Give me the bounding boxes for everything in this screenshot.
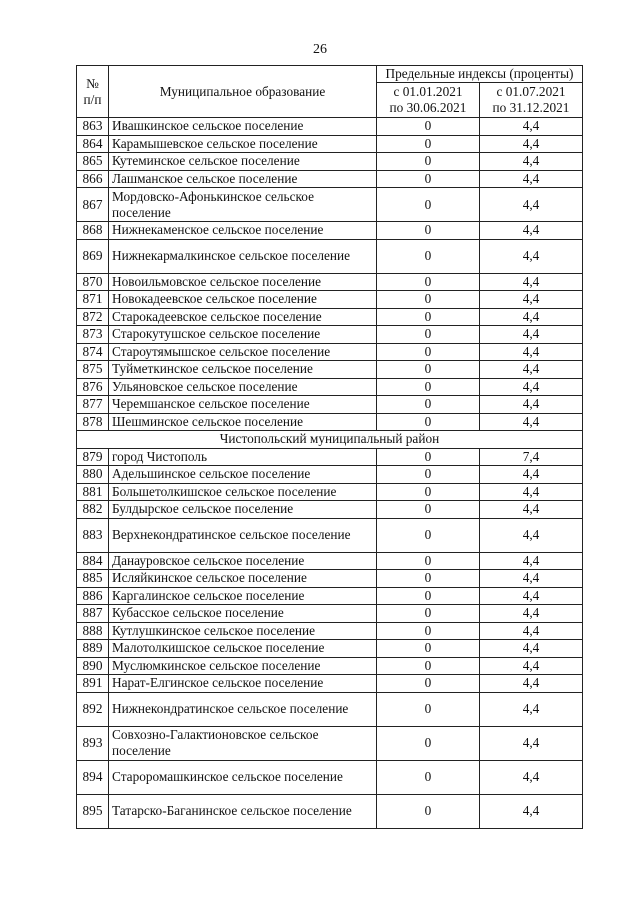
row-index-period-2: 4,4 [480, 760, 583, 794]
table-row [77, 570, 583, 588]
row-municipality: Шешминское сельское поселение [109, 413, 377, 431]
index-table [76, 65, 583, 829]
row-municipality: Нижнекаменское сельское поселение [109, 222, 377, 240]
row-municipality: Ивашкинское сельское поселение [109, 118, 377, 136]
row-municipality: Старокутушское сельское поселение [109, 326, 377, 344]
row-number: 872 [77, 308, 109, 326]
row-index-period-1: 0 [377, 657, 480, 675]
table-row [77, 640, 583, 658]
table-row [77, 483, 583, 501]
row-index-period-2: 4,4 [480, 188, 583, 222]
row-number: 863 [77, 118, 109, 136]
row-index-period-2: 4,4 [480, 675, 583, 693]
row-index-period-2: 4,4 [480, 135, 583, 153]
row-index-period-1: 0 [377, 760, 480, 794]
row-number: 879 [77, 448, 109, 466]
row-municipality: Верхнекондратинское сельское поселение [109, 518, 377, 552]
row-index-period-2: 4,4 [480, 273, 583, 291]
row-municipality: Татарско-Баганинское сельское поселение [109, 794, 377, 828]
table-row [77, 153, 583, 171]
row-municipality: Новоильмовское сельское поселение [109, 273, 377, 291]
row-number: 870 [77, 273, 109, 291]
row-index-period-1: 0 [377, 378, 480, 396]
row-index-period-1: 0 [377, 326, 480, 344]
header-limit-indices: Предельные индексы (проценты) [377, 66, 583, 83]
row-number: 864 [77, 135, 109, 153]
row-index-period-2: 4,4 [480, 118, 583, 136]
row-municipality: Лашманское сельское поселение [109, 170, 377, 188]
header-period-2-text: с 01.07.2021 по 31.12.2021 [492, 84, 570, 115]
row-index-period-1: 0 [377, 622, 480, 640]
row-index-period-1: 0 [377, 466, 480, 484]
header-period-1-text: с 01.01.2021 по 30.06.2021 [389, 84, 467, 115]
row-municipality: Данауровское сельское поселение [109, 552, 377, 570]
row-index-period-1: 0 [377, 361, 480, 379]
row-number: 891 [77, 675, 109, 693]
row-index-period-1: 0 [377, 396, 480, 414]
row-number: 895 [77, 794, 109, 828]
row-municipality: Исляйкинское сельское поселение [109, 570, 377, 588]
row-index-period-1: 0 [377, 273, 480, 291]
row-number: 880 [77, 466, 109, 484]
row-number: 886 [77, 587, 109, 605]
table-row [77, 188, 583, 222]
row-number: 874 [77, 343, 109, 361]
row-index-period-1: 0 [377, 587, 480, 605]
row-index-period-1: 0 [377, 675, 480, 693]
row-number: 868 [77, 222, 109, 240]
row-number: 887 [77, 605, 109, 623]
row-municipality: Черемшанское сельское поселение [109, 396, 377, 414]
table-row [77, 501, 583, 519]
row-municipality: Мордовско-Афонькинское сельское поселение [109, 188, 377, 222]
row-index-period-1: 0 [377, 794, 480, 828]
table-row [77, 587, 583, 605]
row-number: 865 [77, 153, 109, 171]
header-number-text: № п/п [83, 75, 102, 107]
section-title: Чистопольский муниципальный район [77, 431, 583, 449]
row-number: 878 [77, 413, 109, 431]
row-index-period-1: 0 [377, 726, 480, 760]
row-index-period-1: 0 [377, 692, 480, 726]
row-municipality: Староромашкинское сельское поселение [109, 760, 377, 794]
row-index-period-1: 0 [377, 239, 480, 273]
table-row [77, 794, 583, 828]
row-index-period-1: 0 [377, 118, 480, 136]
row-index-period-1: 0 [377, 413, 480, 431]
row-index-period-2: 4,4 [480, 570, 583, 588]
row-municipality: Адельшинское сельское поселение [109, 466, 377, 484]
row-municipality: Булдырское сельское поселение [109, 501, 377, 519]
table-row [77, 413, 583, 431]
row-number: 882 [77, 501, 109, 519]
row-municipality: Туйметкинское сельское поселение [109, 361, 377, 379]
section-row [77, 431, 583, 449]
row-index-period-2: 4,4 [480, 587, 583, 605]
row-index-period-1: 0 [377, 343, 480, 361]
row-number: 894 [77, 760, 109, 794]
row-number: 877 [77, 396, 109, 414]
row-index-period-1: 0 [377, 222, 480, 240]
row-index-period-2: 4,4 [480, 222, 583, 240]
row-municipality: Старокадеевское сельское поселение [109, 308, 377, 326]
table-row [77, 760, 583, 794]
row-index-period-2: 4,4 [480, 466, 583, 484]
row-index-period-2: 4,4 [480, 483, 583, 501]
row-number: 867 [77, 188, 109, 222]
row-index-period-2: 4,4 [480, 622, 583, 640]
row-index-period-2: 4,4 [480, 361, 583, 379]
table-row [77, 622, 583, 640]
row-number: 885 [77, 570, 109, 588]
row-number: 884 [77, 552, 109, 570]
table-row [77, 361, 583, 379]
row-municipality: Староутямышское сельское поселение [109, 343, 377, 361]
table-row [77, 118, 583, 136]
row-index-period-2: 4,4 [480, 308, 583, 326]
row-number: 873 [77, 326, 109, 344]
row-number: 869 [77, 239, 109, 273]
table-row [77, 326, 583, 344]
row-municipality: Кутеминское сельское поселение [109, 153, 377, 171]
row-municipality: Нарат-Елгинское сельское поселение [109, 675, 377, 693]
row-index-period-2: 4,4 [480, 640, 583, 658]
table-row [77, 726, 583, 760]
table-row [77, 222, 583, 240]
row-municipality: Новокадеевское сельское поселение [109, 291, 377, 309]
row-index-period-2: 4,4 [480, 396, 583, 414]
row-index-period-1: 0 [377, 170, 480, 188]
row-index-period-2: 4,4 [480, 726, 583, 760]
row-municipality: Нижнекондратинское сельское поселение [109, 692, 377, 726]
row-index-period-1: 0 [377, 135, 480, 153]
row-index-period-2: 4,4 [480, 326, 583, 344]
table-body [77, 118, 583, 829]
row-index-period-1: 0 [377, 308, 480, 326]
table-row [77, 135, 583, 153]
row-number: 892 [77, 692, 109, 726]
row-number: 883 [77, 518, 109, 552]
table-row [77, 343, 583, 361]
row-index-period-2: 4,4 [480, 552, 583, 570]
row-municipality: Совхозно-Галактионовское сельское поселение [109, 726, 377, 760]
row-index-period-1: 0 [377, 188, 480, 222]
row-index-period-2: 4,4 [480, 501, 583, 519]
row-municipality: Кутлушкинское сельское поселение [109, 622, 377, 640]
row-index-period-1: 0 [377, 552, 480, 570]
row-index-period-2: 4,4 [480, 378, 583, 396]
row-municipality: Карамышевское сельское поселение [109, 135, 377, 153]
row-municipality: Большетолкишское сельское поселение [109, 483, 377, 501]
row-municipality: Ульяновское сельское поселение [109, 378, 377, 396]
row-index-period-2: 4,4 [480, 692, 583, 726]
table-row [77, 308, 583, 326]
row-index-period-2: 4,4 [480, 518, 583, 552]
table-row [77, 378, 583, 396]
row-number: 881 [77, 483, 109, 501]
table-row [77, 605, 583, 623]
table-row [77, 657, 583, 675]
row-index-period-1: 0 [377, 570, 480, 588]
row-municipality: город Чистополь [109, 448, 377, 466]
row-index-period-2: 4,4 [480, 657, 583, 675]
row-number: 871 [77, 291, 109, 309]
row-number: 893 [77, 726, 109, 760]
row-index-period-1: 0 [377, 483, 480, 501]
table-row [77, 239, 583, 273]
header-municipality: Муниципальное образование [109, 66, 377, 118]
row-number: 876 [77, 378, 109, 396]
row-index-period-2: 4,4 [480, 170, 583, 188]
table-row [77, 552, 583, 570]
page-number: 26 [313, 42, 327, 57]
row-municipality: Каргалинское сельское поселение [109, 587, 377, 605]
row-number: 890 [77, 657, 109, 675]
row-index-period-2: 4,4 [480, 153, 583, 171]
table-row [77, 273, 583, 291]
header-period-2 [480, 83, 583, 118]
row-index-period-2: 4,4 [480, 413, 583, 431]
row-index-period-1: 0 [377, 291, 480, 309]
row-number: 875 [77, 361, 109, 379]
row-municipality: Нижнекармалкинское сельское поселение [109, 239, 377, 273]
row-index-period-1: 0 [377, 640, 480, 658]
table-row [77, 692, 583, 726]
table-row [77, 291, 583, 309]
row-index-period-2: 7,4 [480, 448, 583, 466]
table-row [77, 170, 583, 188]
row-municipality: Малотолкишское сельское поселение [109, 640, 377, 658]
row-index-period-2: 4,4 [480, 605, 583, 623]
row-index-period-1: 0 [377, 518, 480, 552]
row-index-period-2: 4,4 [480, 239, 583, 273]
table-row [77, 448, 583, 466]
row-index-period-2: 4,4 [480, 291, 583, 309]
row-index-period-2: 4,4 [480, 794, 583, 828]
table-row [77, 396, 583, 414]
header-number [77, 66, 109, 118]
row-index-period-1: 0 [377, 605, 480, 623]
row-index-period-1: 0 [377, 153, 480, 171]
header-period-1 [377, 83, 480, 118]
row-index-period-1: 0 [377, 501, 480, 519]
row-municipality: Кубасское сельское поселение [109, 605, 377, 623]
table-row [77, 518, 583, 552]
row-municipality: Муслюмкинское сельское поселение [109, 657, 377, 675]
table-row [77, 466, 583, 484]
row-index-period-1: 0 [377, 448, 480, 466]
row-number: 866 [77, 170, 109, 188]
table-row [77, 675, 583, 693]
row-index-period-2: 4,4 [480, 343, 583, 361]
row-number: 888 [77, 622, 109, 640]
row-number: 889 [77, 640, 109, 658]
